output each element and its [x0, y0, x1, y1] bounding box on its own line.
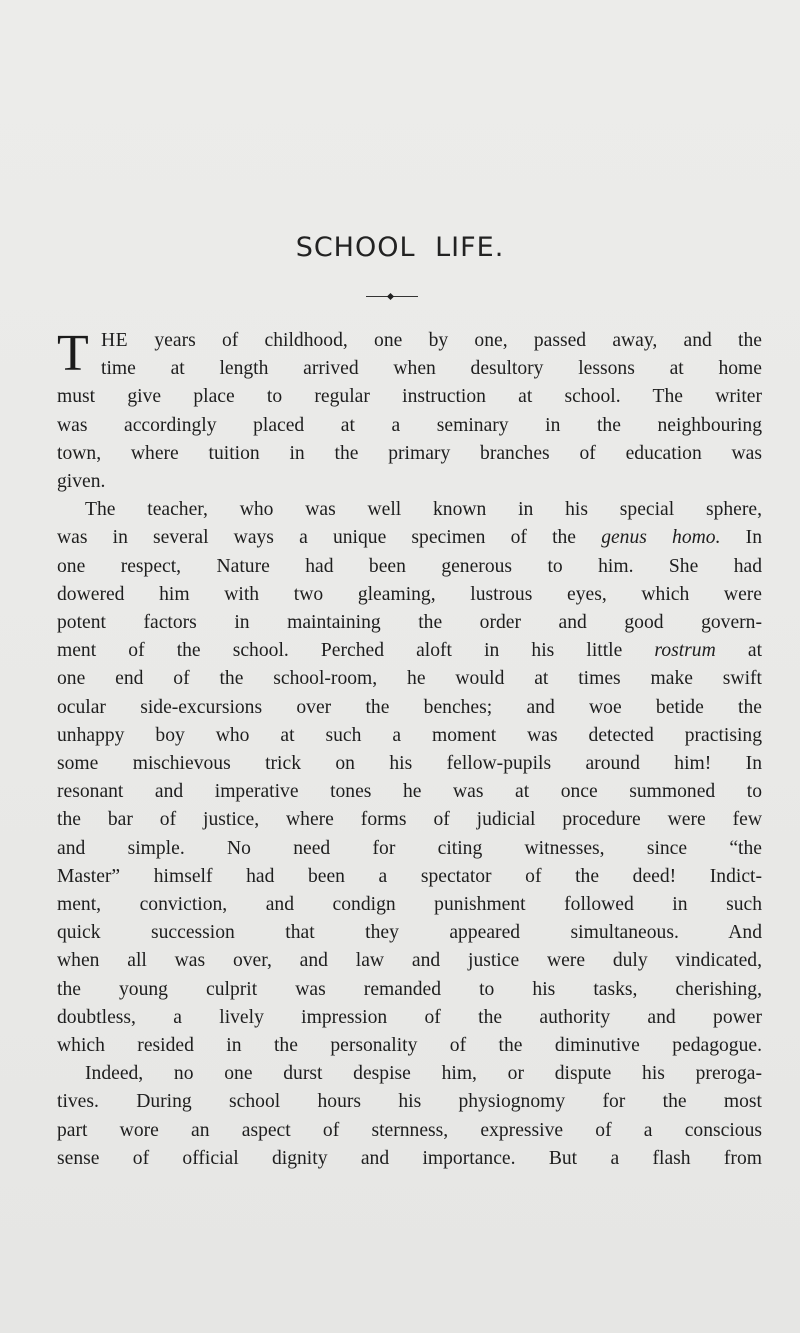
text-line: resonant and imperative tones he was at once summoned to: [57, 781, 762, 803]
text-line: unhappy boy who at such a moment was detected practising: [57, 724, 762, 746]
text-line: doubtless, a lively impression of the authority and power: [57, 1006, 762, 1028]
text-line: potent factors in maintaining the order and good govern-: [57, 612, 762, 634]
text-line: ment, conviction, and condign punishment followed in such: [57, 894, 762, 916]
text-line: some mischievous trick on his fellow-pupils around him! In: [57, 753, 762, 775]
text-line: sense of official dignity and importance. But a flash from: [57, 1147, 762, 1169]
line-text: at: [747, 640, 763, 662]
text-line: must give place to regular instruction at school. The writer: [57, 386, 762, 408]
text-line: one end of the school-room, he would at times make swift: [57, 668, 762, 690]
text-line: [57, 524, 762, 552]
text-line: and simple. No need for citing witnesses, since “the: [57, 837, 762, 859]
text-line: The teacher, who was well known in his special sphere,: [85, 499, 762, 521]
line-text: ment of the school. Perched aloft in his little: [57, 640, 623, 662]
text-line: town, where tuition in the primary branches of education was: [57, 442, 762, 464]
text-line: Master” himself had been a spectator of the deed! Indict-: [57, 865, 762, 887]
text-line: which resided in the personality of the diminutive pedagogue.: [57, 1035, 762, 1057]
text-line: when all was over, and law and justice were duly vindicated,: [57, 950, 762, 972]
text-line: the young culprit was remanded to his tasks, cherishing,: [57, 978, 762, 1000]
ornament-diamond-icon: [387, 293, 394, 300]
text-line: tives. During school hours his physiognomy for the most: [57, 1091, 762, 1113]
chapter-body: [57, 327, 762, 1173]
text-line: the bar of justice, where forms of judicial procedure were few: [57, 809, 762, 831]
text-line: one respect, Nature had been generous to him. She had: [57, 555, 762, 577]
text-line: time at length arrived when desultory lessons at home: [101, 358, 762, 380]
text-line: quick succession that they appeared simultaneous. And: [57, 922, 762, 944]
title-ornament: [366, 294, 418, 300]
italic-term: genus homo.: [601, 527, 721, 549]
text-line: part wore an aspect of sternness, expressive of a conscious: [57, 1119, 762, 1141]
text-line: ocular side-excursions over the benches; and woe betide the: [57, 696, 762, 718]
first-line-text: years of childhood, one by one, passed away, and the: [154, 330, 762, 351]
text-line: was accordingly placed at a seminary in the neighbouring: [57, 414, 762, 436]
line-text: In: [745, 527, 762, 549]
drop-cap: T: [57, 325, 89, 382]
line-text: was in several ways a unique specimen of the: [57, 527, 577, 549]
text-line: dowered him with two gleaming, lustrous eyes, which were: [57, 583, 762, 605]
text-line: Indeed, no one durst despise him, or dispute his preroga-: [85, 1063, 762, 1085]
italic-term: rostrum: [654, 640, 716, 662]
text-line: [57, 637, 762, 665]
chapter-title: SCHOOL LIFE.: [295, 232, 505, 263]
text-line: given.: [57, 471, 106, 493]
first-word-caps: HE: [101, 330, 129, 351]
